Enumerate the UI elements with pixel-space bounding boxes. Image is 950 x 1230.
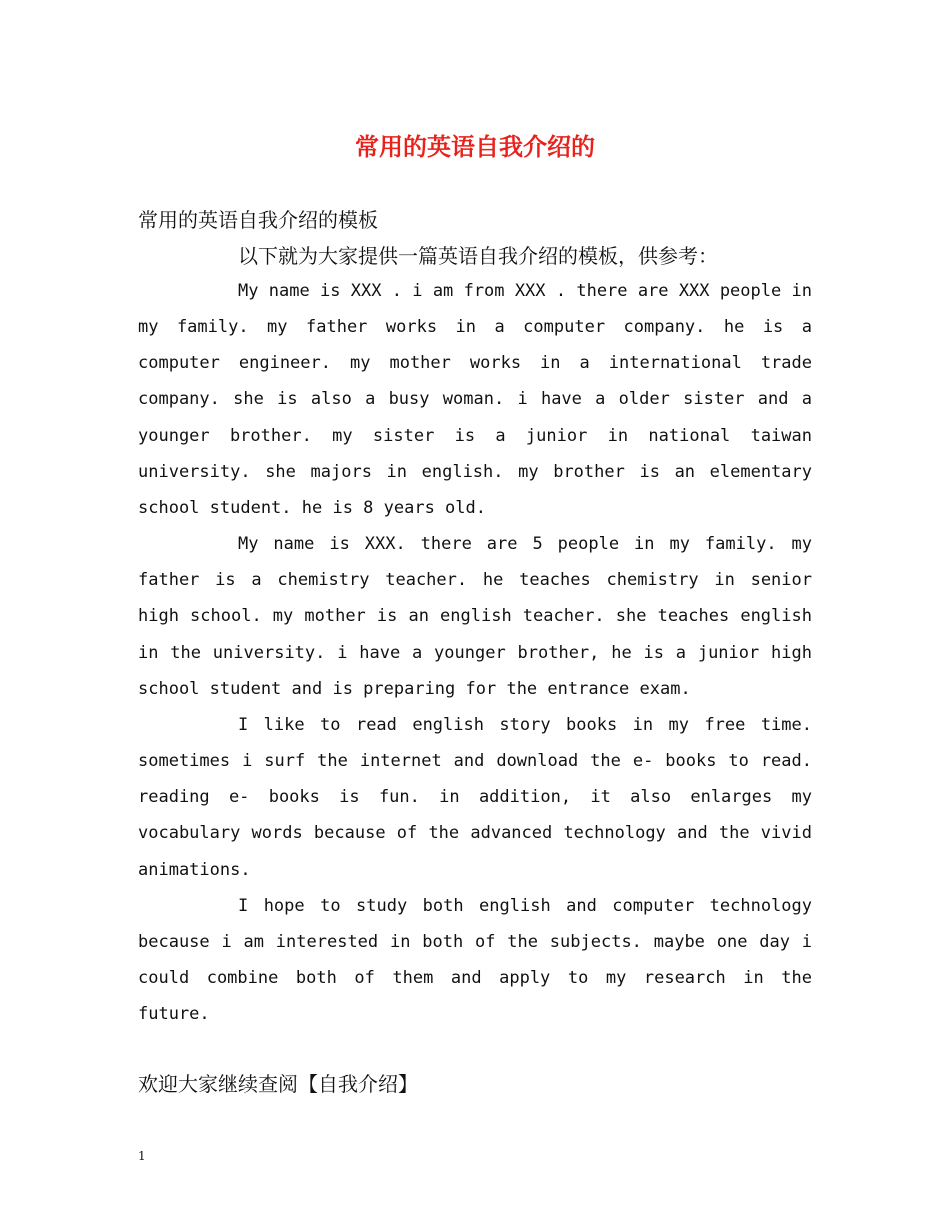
body-text [138, 273, 812, 1032]
page-number: 1 [138, 1149, 146, 1163]
paragraph-4: I hope to study both english and computer technology because i am interested in both of the subjects. maybe one day i could combine both of them and apply to my research in the future. [138, 895, 812, 1025]
intro-line: 以下就为大家提供一篇英语自我介绍的模板，供参考： [238, 244, 718, 268]
paragraph-1: My name is XXX . i am from XXX . there are XXX people in my family. my father works in a computer company. he is a computer engineer. my mother works in a international trade company. she is also a busy woman. i have a older sister and a younger brother. my sister is a junior in national taiwan university. she majors in english. my brother is an elementary school student. he is 8 years old. [138, 281, 812, 518]
document-title: 常用的英语自我介绍的 [355, 132, 595, 161]
paragraph-3: I like to read english story books in my free time. sometimes i surf the internet and download the e- books to read. reading e- books is fun. in addition, it also enlarges my vocabulary words because of the advanced technology and the vivid animations. [138, 714, 812, 880]
continue-reading-link[interactable]: 欢迎大家继续查阅【自我介绍】 [138, 1072, 418, 1096]
paragraph-2: My name is XXX. there are 5 people in my family. my father is a chemistry teacher. he teaches chemistry in senior high school. my mother is an english teacher. she teaches english in the university. i have a younger brother, he is a junior high school student and is preparing for the entrance exam. [138, 534, 812, 699]
section-heading: 常用的英语自我介绍的模板 [138, 208, 378, 232]
